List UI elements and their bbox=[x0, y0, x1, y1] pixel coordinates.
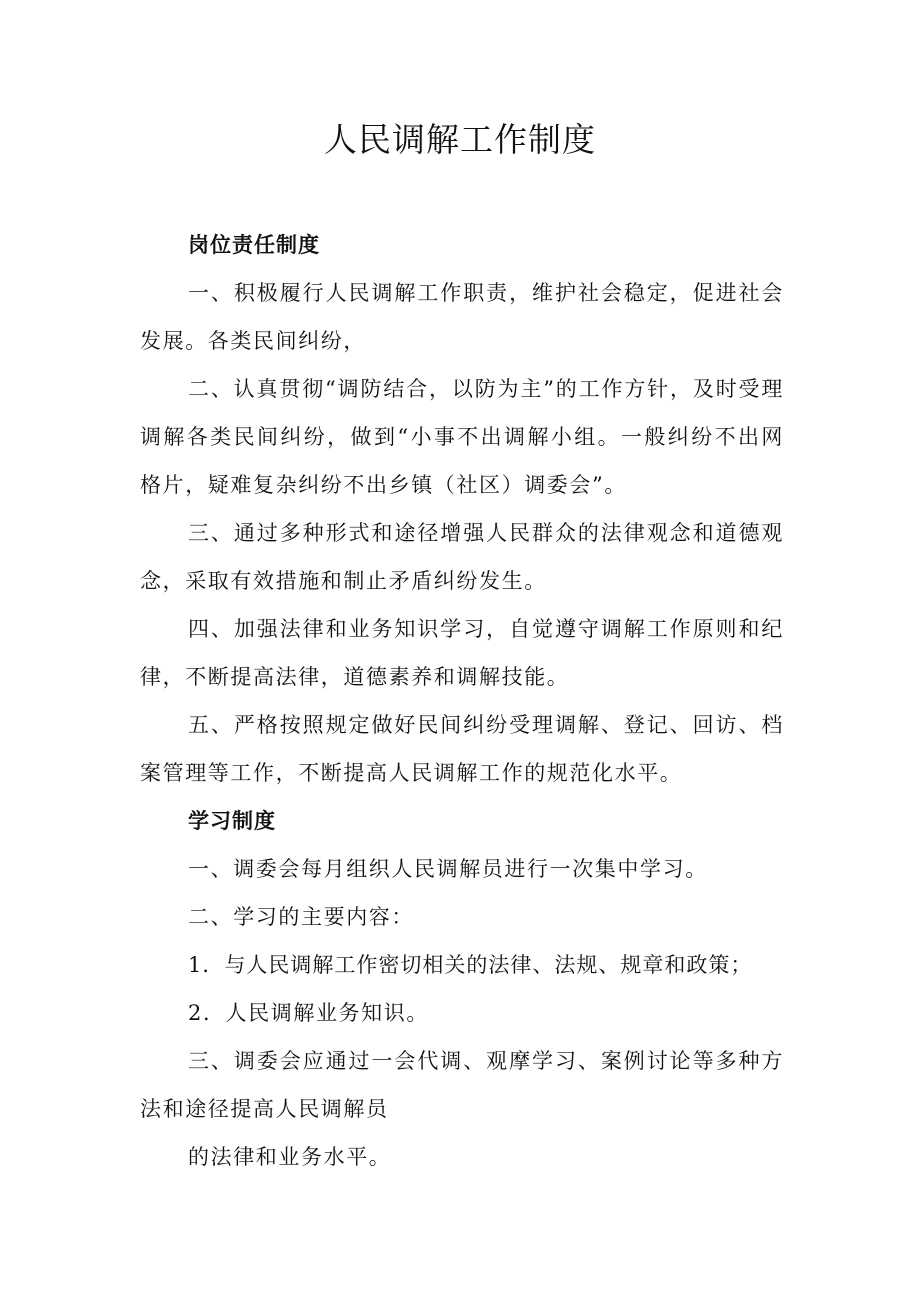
paragraph: 三、调委会应通过一会代调、观摩学习、案例讨论等多种方法和途径提高人民调解员 bbox=[140, 1049, 784, 1121]
section-heading-study-system: 学习制度 bbox=[188, 809, 276, 833]
section-heading-job-responsibility: 岗位责任制度 bbox=[188, 233, 320, 257]
paragraph: 四、加强法律和业务知识学习，自觉遵守调解工作原则和纪律，不断提高法律，道德素养和调解技能。 bbox=[140, 617, 784, 689]
paragraph: 一、调委会每月组织人民调解员进行一次集中学习。 bbox=[188, 857, 708, 881]
document-body bbox=[140, 221, 784, 1181]
list-item: 1．与人民调解工作密切相关的法律、法规、规章和政策； bbox=[188, 953, 753, 977]
list-item: 2．人民调解业务知识。 bbox=[188, 1001, 429, 1025]
paragraph: 二、学习的主要内容： bbox=[188, 905, 414, 929]
paragraph: 三、通过多种形式和途径增强人民群众的法律观念和道德观念，采取有效措施和制止矛盾纠纷发生。 bbox=[140, 521, 784, 593]
paragraph: 二、认真贯彻“调防结合，以防为主”的工作方针，及时受理调解各类民间纠纷，做到“小事不出调解小组。一般纠纷不出网格片，疑难复杂纠纷不出乡镇（社区）调委会”。 bbox=[140, 377, 784, 497]
document-title: 人民调解工作制度 bbox=[324, 120, 596, 159]
paragraph: 五、严格按照规定做好民间纠纷受理调解、登记、回访、档案管理等工作，不断提高人民调解工作的规范化水平。 bbox=[140, 713, 784, 785]
paragraph: 一、积极履行人民调解工作职责，维护社会稳定，促进社会发展。各类民间纠纷， bbox=[140, 281, 784, 353]
paragraph: 的法律和业务水平。 bbox=[188, 1145, 392, 1169]
